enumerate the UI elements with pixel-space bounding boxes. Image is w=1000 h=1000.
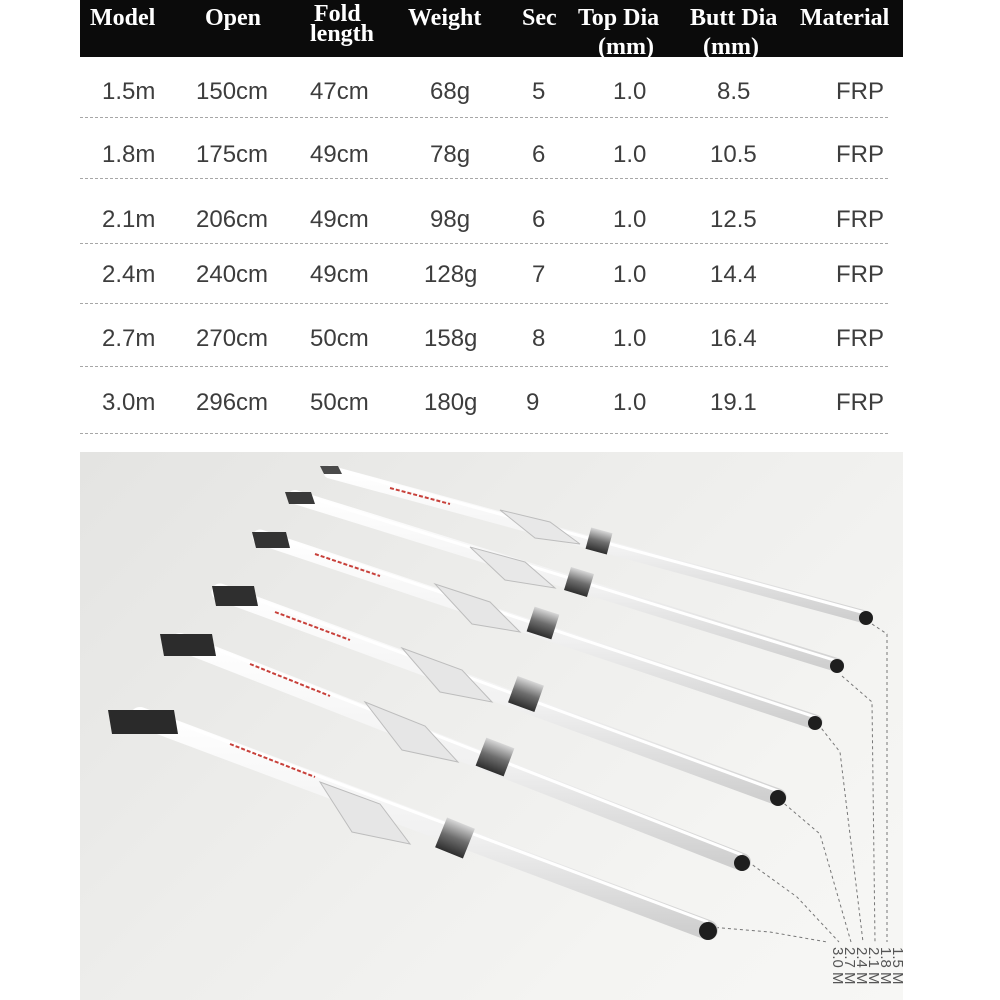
cell-sec: 9 xyxy=(526,389,540,416)
leader-line xyxy=(743,858,839,942)
rod-1-5m xyxy=(320,466,873,625)
cell-fold: 47cm xyxy=(310,78,369,105)
header-butt-dia: Butt Dia xyxy=(690,5,778,31)
cell-fold: 49cm xyxy=(310,141,369,168)
row-divider xyxy=(80,117,888,118)
cell-weight: 98g xyxy=(430,206,471,233)
cell-open: 175cm xyxy=(196,141,269,168)
cell-weight: 78g xyxy=(430,141,471,168)
cell-open: 296cm xyxy=(196,389,269,416)
cell-top-dia: 1.0 xyxy=(613,78,647,105)
cell-sec: 5 xyxy=(532,78,546,105)
length-label-2-1m: 2.1 M xyxy=(865,947,882,985)
cell-top-dia: 1.0 xyxy=(613,261,647,288)
cell-butt-dia: 10.5 xyxy=(710,141,757,168)
row-divider xyxy=(80,433,888,434)
cell-top-dia: 1.0 xyxy=(613,325,647,352)
cell-sec: 6 xyxy=(532,141,546,168)
cell-butt-dia: 14.4 xyxy=(710,261,757,288)
leader-line xyxy=(818,724,863,942)
header-model: Model xyxy=(90,5,156,31)
row-divider xyxy=(80,178,888,179)
cell-open: 150cm xyxy=(196,78,269,105)
cell-top-dia: 1.0 xyxy=(613,389,647,416)
leader-line xyxy=(872,624,887,942)
cell-open: 240cm xyxy=(196,261,269,288)
cell-open: 206cm xyxy=(196,206,269,233)
length-label-2-4m: 2.4 M xyxy=(853,947,870,985)
length-label-2-7m: 2.7 M xyxy=(841,947,858,985)
cell-butt-dia: 12.5 xyxy=(710,206,757,233)
header-open: Open xyxy=(205,5,262,31)
header-fold-line1: Fold xyxy=(314,1,361,27)
cell-model: 1.5m xyxy=(102,78,156,105)
cell-sec: 6 xyxy=(532,206,546,233)
row-divider xyxy=(80,243,888,244)
cell-material: FRP xyxy=(836,141,884,168)
cell-sec: 8 xyxy=(532,325,546,352)
cell-fold: 49cm xyxy=(310,206,369,233)
header-butt-dia-unit: (mm) xyxy=(703,34,759,60)
product-photo xyxy=(80,452,906,1000)
cell-open: 270cm xyxy=(196,325,269,352)
header-fold-length xyxy=(310,1,375,47)
length-label-1-8m: 1.8 M xyxy=(877,947,894,985)
cell-fold: 49cm xyxy=(310,261,369,288)
cell-fold: 50cm xyxy=(310,325,369,352)
cell-model: 3.0m xyxy=(102,389,156,416)
cell-model: 2.4m xyxy=(102,261,156,288)
header-weight: Weight xyxy=(408,5,482,31)
length-label-3-0m: 3.0 M xyxy=(829,947,846,985)
cell-material: FRP xyxy=(836,206,884,233)
cell-material: FRP xyxy=(836,389,884,416)
header-top-dia: Top Dia xyxy=(578,5,660,31)
spec-table-header xyxy=(80,0,903,60)
cell-material: FRP xyxy=(836,325,884,352)
row-divider xyxy=(80,303,888,304)
leader-line xyxy=(710,927,827,942)
cell-fold: 50cm xyxy=(310,389,369,416)
cell-butt-dia: 19.1 xyxy=(710,389,757,416)
cell-model: 1.8m xyxy=(102,141,156,168)
cell-model: 2.1m xyxy=(102,206,156,233)
cell-top-dia: 1.0 xyxy=(613,206,647,233)
header-top-dia-unit: (mm) xyxy=(598,34,654,60)
cell-butt-dia: 16.4 xyxy=(710,325,757,352)
length-label-1-5m: 1.5 M xyxy=(889,947,906,985)
cell-weight: 180g xyxy=(424,389,478,416)
row-divider xyxy=(80,366,888,367)
cell-top-dia: 1.0 xyxy=(613,141,647,168)
cell-weight: 158g xyxy=(424,325,478,352)
cell-weight: 68g xyxy=(430,78,471,105)
cell-model: 2.7m xyxy=(102,325,156,352)
header-fold-line2: length xyxy=(310,21,375,47)
cell-material: FRP xyxy=(836,78,884,105)
cell-material: FRP xyxy=(836,261,884,288)
header-material: Material xyxy=(800,5,890,31)
cell-weight: 128g xyxy=(424,261,478,288)
cell-butt-dia: 8.5 xyxy=(717,78,751,105)
header-sec: Sec xyxy=(522,5,557,31)
cell-sec: 7 xyxy=(532,261,546,288)
rods-illustration xyxy=(80,452,906,1000)
leader-line xyxy=(780,800,851,942)
